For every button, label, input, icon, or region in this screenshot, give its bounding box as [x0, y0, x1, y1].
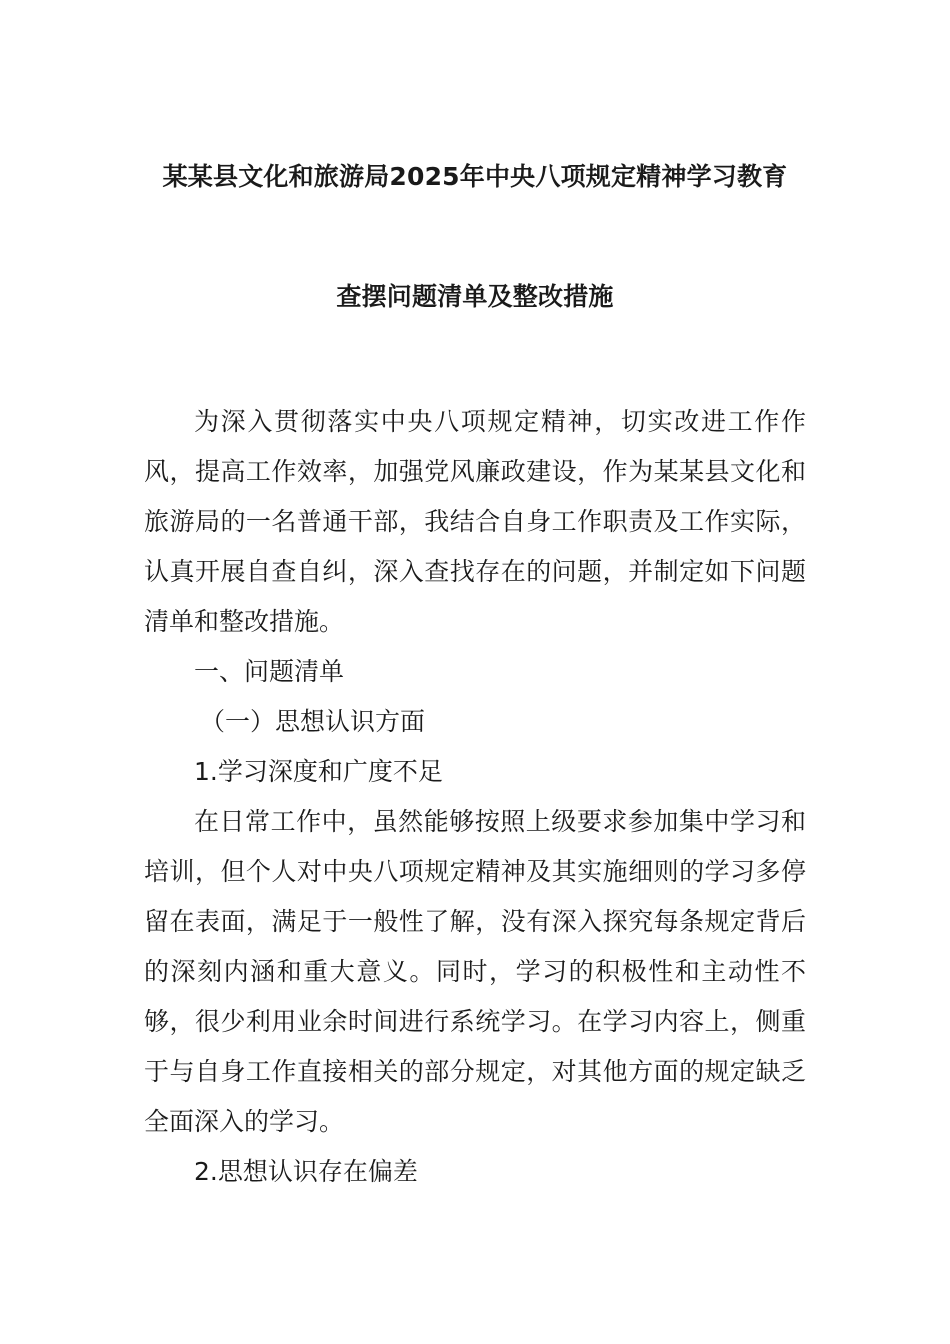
item-heading-1: 1.学习深度和广度不足 — [194, 757, 443, 786]
section-heading-problem-list: 一、问题清单 — [194, 657, 345, 686]
item-paragraph-1: 在日常工作中，虽然能够按照上级要求参加集中学习和培训，但个人对中央八项规定精神及其实施细则的学习多停留在表面，满足于一般性了解，没有深入探究每条规定背后的深刻内涵和重大意义。同时，学习的积极性和主动性不够，很少利用业余时间进行系统学习。在学习内容上，侧重于与自身工作直接相关的部分规定，对其他方面的规定缺乏全面深入的学习。 — [144, 807, 806, 1136]
subsection-heading-ideological: （一）思想认识方面 — [200, 707, 426, 736]
intro-paragraph: 为深入贯彻落实中央八项规定精神，切实改进工作作风，提高工作效率，加强党风廉政建设，作为某某县文化和旅游局的一名普通干部，我结合自身工作职责及工作实际，认真开展自查自纠，深入查找存在的问题，并制定如下问题清单和整改措施。 — [144, 407, 806, 636]
document-title-line-1: 某某县文化和旅游局2025年中央八项规定精神学习教育 — [162, 162, 788, 191]
document-body — [144, 397, 806, 1197]
item-heading-2: 2.思想认识存在偏差 — [194, 1157, 418, 1186]
document-title-line-2: 查摆问题清单及整改措施 — [336, 282, 614, 311]
